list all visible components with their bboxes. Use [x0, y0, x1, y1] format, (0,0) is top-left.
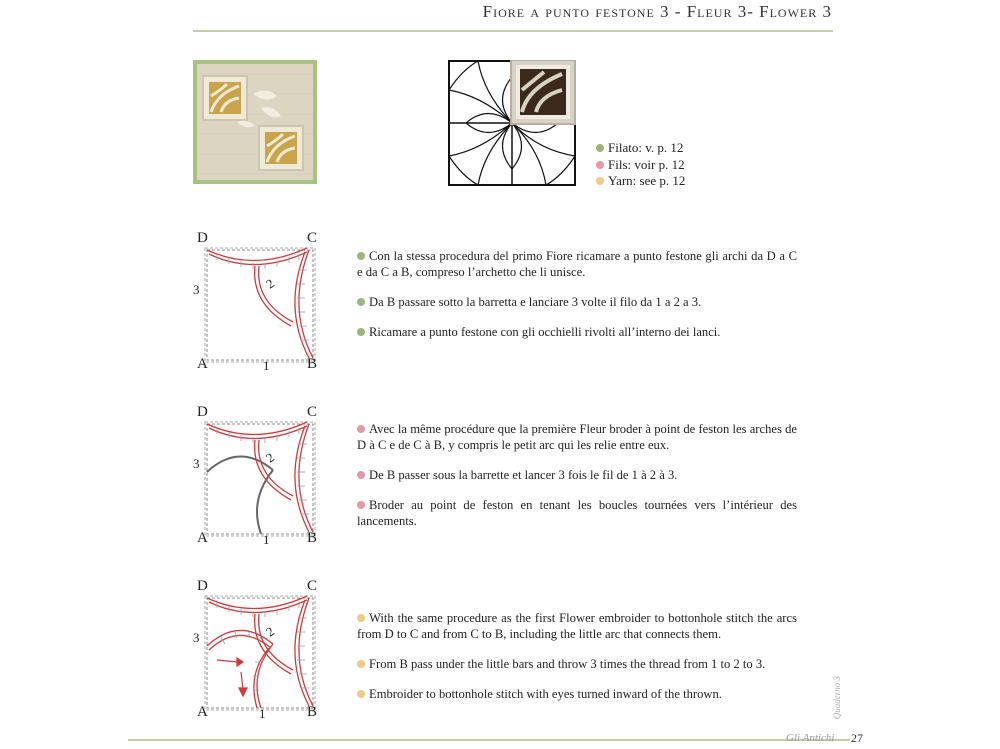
italian-bullet-icon [357, 298, 365, 306]
label-1: 1 [263, 532, 270, 547]
label-2: 2 [262, 275, 277, 292]
label-3: 3 [193, 282, 200, 297]
instructions-french: Avec la même procédure que la première Fleur broder à point de feston les arches de D à C e de C à B, y compris le petit arc qui les relie entre eux. De B passer sous la barrette et lancer 3 fois le fil de 1 à 2 à 3. Broder au point de feston en tenant les boucles tournées vers l’intérieur des lancements. [357, 422, 797, 528]
footer-brand: Gli Antichi [786, 732, 835, 744]
instructions-italian: Con la stessa procedura del primo Fiore ricamare a punto festone gli archi da D a C e da C a B, compreso l’archetto che li unisce. Da B passare sotto la barretta e lanciare 3 volte il filo da 1 a 2 a 3. Ricamare a punto festone con gli occhielli rivolti all’interno dei lanci. [357, 249, 797, 339]
embroidery-photo [193, 60, 317, 184]
label-b: B [307, 530, 318, 546]
label-c: C [307, 578, 318, 594]
label-b: B [307, 704, 318, 720]
header-rule [193, 30, 833, 32]
label-1: 1 [263, 358, 270, 373]
italian-bullet-icon [596, 144, 604, 152]
yarn-italian: Filato: v. p. 12 [596, 140, 685, 157]
label-c: C [307, 404, 318, 420]
yarn-french: Fils: voir p. 12 [596, 157, 685, 174]
english-bullet-icon [357, 690, 365, 698]
footer-rule [128, 739, 850, 741]
label-2: 2 [262, 449, 277, 466]
yarn-references [596, 140, 685, 190]
italian-bullet-icon [357, 252, 365, 260]
step-diagram-3 [193, 578, 330, 721]
page-number: 27 [851, 731, 863, 745]
italian-bullet-icon [357, 328, 365, 336]
footer-series: Quaderno 3 [832, 676, 842, 720]
step-diagram-2 [193, 404, 330, 547]
page-title: Fiore a punto festone 3 - Fleur 3- Flower 3 [482, 2, 832, 21]
label-3: 3 [193, 456, 200, 471]
label-a: A [197, 530, 208, 546]
label-c: C [307, 230, 318, 246]
flower-pattern-diagram [448, 60, 576, 186]
english-bullet-icon [357, 614, 365, 622]
label-2: 2 [262, 623, 277, 640]
french-bullet-icon [357, 501, 365, 509]
label-a: A [197, 704, 208, 720]
label-d: D [197, 578, 208, 594]
label-b: B [307, 356, 318, 372]
french-bullet-icon [357, 471, 365, 479]
label-3: 3 [193, 630, 200, 645]
yarn-english: Yarn: see p. 12 [596, 173, 685, 190]
english-bullet-icon [357, 660, 365, 668]
label-1: 1 [259, 706, 266, 721]
english-bullet-icon [596, 177, 604, 185]
label-d: D [197, 230, 208, 246]
instructions-english: With the same procedure as the first Flower embroider to bottonhole stitch the arcs from D to C and from C to B, including the little arc that connects them. From B pass under the little bars and throw 3 times the thread from 1 to 2 to 3. Embroider to bottonhole stitch with eyes turned inward of the thrown. [357, 611, 797, 701]
step-diagram-1 [193, 230, 330, 373]
french-bullet-icon [596, 161, 604, 169]
french-bullet-icon [357, 425, 365, 433]
label-d: D [197, 404, 208, 420]
label-a: A [197, 356, 208, 372]
